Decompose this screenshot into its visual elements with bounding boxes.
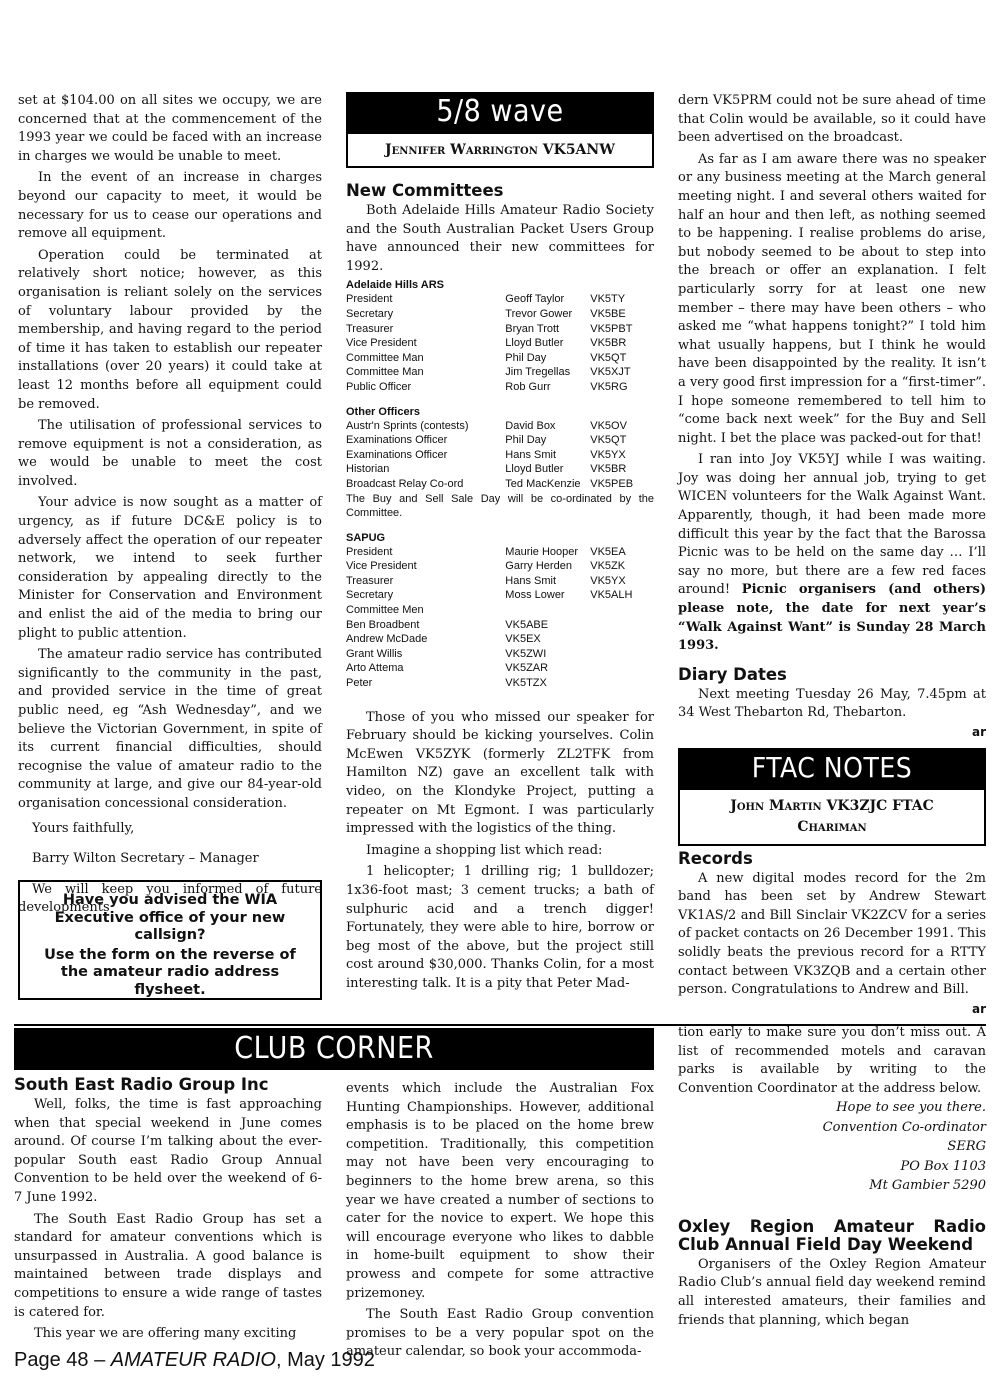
signature: Barry Wilton Secretary – Manager [32,851,259,867]
committee-role: Peter [346,677,373,690]
committee-group-title: Adelaide Hills ARS [346,279,445,292]
col3-paragraph-text: I ran into Joy VK5YJ while I was waiting. Joy was doing her annual job, trying to get WICEN volunteers for the Walk Against Want. Apparently, though, it had been made more difficult this year by the fact that the Barossa Picnic was to be held on the same day … I’ll say no more, but there are a few red faces around! [678,452,986,598]
end-mark: ar [971,1001,986,1016]
committee-row [346,559,654,574]
col2-paragraph: Imagine a shopping list which read: [366,842,603,858]
committee-member: Moss Lower [505,589,565,602]
committee-member: Geoff Taylor [505,293,565,306]
club-corner-banner: CLUB CORNER [14,1028,654,1070]
committee-role: Secretary [346,307,394,320]
committee-role: Treasurer [346,574,394,587]
committee-role: Committee Men [346,604,424,617]
committee-role: President [346,545,393,558]
records-text: A new digital modes record for the 2m band has been set by Andrew Stewart VK1AS/2 and Bill Sinclair VK2ZCV for a series of packet contacts on 26 December 1991. This solidly beats the previous record for a RTTY contact between VK3ZQB and a certain other person. Congratulations to Andrew and Bill. [678,870,986,998]
committee-member: VK5EX [505,633,541,646]
col2-byline: Jennifer Warrington VK5ANW [346,134,654,168]
committee-role: Arto Attema [346,662,404,675]
committee-member: Ted MacKenzie [505,477,581,490]
committee-role: Historian [346,463,390,476]
committee-row [346,336,654,351]
committee-row [346,588,654,603]
committee-row [346,380,654,395]
serg-paragraph: tion early to make sure you don’t miss out. A list of recommended motels and caravan parks is available by writing to the Convention Coordinator at the address below. [678,1025,986,1096]
committee-member: Phil Day [505,351,547,364]
committee-row [346,365,654,380]
address-line: Hope to see you there. [836,1100,986,1116]
new-committees-heading: New Committees [346,181,504,200]
committee-row [346,676,654,691]
committee-row [346,618,654,633]
committee-role: Public Officer [346,380,412,393]
committee-role: Andrew McDade [346,633,428,646]
serg-paragraph: This year we are offering many exciting [34,1326,297,1342]
committee-callsign: VK5RG [590,380,628,393]
committee-member: Trevor Gower [505,307,573,320]
wia-notice-line2: Use the form on the reverse of the amateur radio address flysheet. [44,946,296,998]
committee-row [346,574,654,589]
col1-paragraph: set at $104.00 on all sites we occupy, we are concerned that at the commencement of the 1993 year we could be faced with an increase in charges we would be unable to meet. [18,93,322,164]
committee-role: Treasurer [346,322,394,335]
committee-role: Broadcast Relay Co-ord [346,477,464,490]
committee-member: Lloyd Butler [505,463,564,476]
diary-dates-text: Next meeting Tuesday 26 May, 7.45pm at 34 West Thebarton Rd, Thebarton. [678,686,986,721]
committee-callsign: VK5BE [590,307,626,320]
committee-callsign: VK5YX [590,448,626,461]
committee-role: Grant Willis [346,647,403,660]
committee-callsign: VK5PEB [590,477,634,490]
col1-last-paragraph: We will keep you informed of future developments [18,881,322,916]
committee-callsign: VK5ZK [590,560,626,573]
committee-role: Committee Man [346,351,424,364]
committee-role: Austr'n Sprints (contests) [346,419,469,432]
committee-row [346,322,654,337]
column-2 [346,92,654,997]
committee-callsign: VK5OV [590,419,627,432]
col2-paragraph: 1 helicopter; 1 drilling rig; 1 bulldozer; 1x36-foot mast; 3 cement trucks; a bath of sulphuric acid and a trench digger! Fortunately, they were able to hire, borrow or beg most of the above, but the project still cost around $30,000. Thanks Colin, for a most interesting talk. It is a pity that Peter Mad- [346,864,654,991]
committee-row [346,545,654,560]
club-column-1 [14,1076,322,1347]
column-3 [678,92,986,1018]
convention-address [678,1098,986,1196]
club-column-2 [346,1080,654,1365]
committee-callsign: VK5XJT [590,366,631,379]
diary-dates-heading: Diary Dates [678,664,787,684]
committee-member: Garry Herden [505,560,572,573]
address-line: Convention Co-ordinator [822,1119,986,1135]
committee-callsign: VK5QT [590,434,627,447]
records-heading: Records [678,848,753,868]
committee-member [505,603,590,618]
committee-member: Maurie Hooper [505,545,579,558]
col1-paragraph: The amateur radio service has contributed significantly to the community in the past, and provided service in the time of great public need, eg “Ash Wednesday”, and we believe the Victorian Government, in spite of its current financial difficulties, should recognise the value of amateur radio to the community at large, and give our 84-year-old organisation concessional consideration. [18,647,322,811]
committee-callsign: VK5BR [590,337,627,350]
committee-member: VK5TZX [505,677,547,690]
committee-row [346,433,654,448]
committee-role: Examinations Officer [346,448,448,461]
serg-heading: South East Radio Group Inc [14,1075,269,1094]
committee-callsign: VK5PBT [590,322,633,335]
committee-row [346,307,654,322]
club-column-3 [678,1024,986,1333]
serg-paragraph: The South East Radio Group convention promises to be a very popular spot on the amateur calendar, so book your accommoda- [346,1307,654,1360]
col1-paragraph: The utilisation of professional services to remove equipment is not a consideration, as we would be unable to meet the cost involved. [18,418,322,489]
ftac-byline-role: Chariman [797,818,867,835]
oxley-heading: Oxley Region Amateur Radio Club Annual Field Day Weekend [678,1216,986,1254]
col1-paragraph: Operation could be terminated at relatively short notice; however, as this organisation is reliant solely on the services of voluntary labour provided by the membership, and having regard to the period of time it has taken to establish our repeater installations (over 20 years) it could take at least 12 months before all equipment could be removed. [18,247,322,412]
committee-member: Phil Day [505,434,547,447]
committee-member: Hans Smit [505,448,557,461]
committee-row [346,477,654,492]
ftac-byline [678,790,986,846]
committee-callsign: VK5QT [590,351,627,364]
committee-row [346,661,654,676]
committee-callsign [590,676,654,691]
committee-row [346,632,654,647]
committee-member: Rob Gurr [505,380,551,393]
address-line: PO Box 1103 [900,1158,986,1174]
five-eighths-wave-banner: 5/8 wave [346,92,654,134]
serg-paragraph: events which include the Australian Fox Hunting Championships. However, additional emphasis is to be placed on the home brew competition. Traditionally, this competition may not have been very encouraging to beginners to the home brew arena, so this year we have created a number of sections to cater for the novice to expert. We hope this will encourage everyone who likes to dabble in home-built equipment to show their prowess and compete for some attractive prizemoney. [346,1081,654,1301]
end-mark: ar [971,725,986,739]
wia-notice-box [18,880,322,1000]
committee-note: The Buy and Sell Sale Day will be co-ordinated by the Committee. [346,492,654,520]
col2-paragraph: Those of you who missed our speaker for February should be kicking yourselves. Colin McEwen VK5ZYK (formerly ZL2TFK from Hamilton NZ) gave an excellent talk with video, on the Klondyke Project, putting a repeater on Mt Egmont. I was particularly impressed with the logistics of the thing. [346,709,654,837]
committee-callsign [590,618,654,633]
col3-paragraph [678,451,986,656]
serg-paragraph: Well, folks, the time is fast approaching when that special weekend in June comes around. Of course I’m talking about the ever-popular South east Radio Group Annual Convention to be held over the weekend of 6-7 June 1992. [14,1097,322,1205]
committee-callsign: VK5TY [590,293,626,306]
committee-member: Bryan Trott [505,322,560,335]
committee-table [346,292,654,394]
committee-member: VK5ZAR [505,662,549,675]
ftac-byline-name: John Martin VK3ZJC FTAC [730,797,934,814]
wia-notice-line1: Have you advised the WIA Executive office of your new callsign? [54,892,286,943]
committee-role: President [346,293,393,306]
committee-role: Examinations Officer [346,434,448,447]
address-line: SERG [947,1139,986,1155]
committee-member: VK5ZWI [505,647,547,660]
committee-member: VK5ABE [505,618,549,631]
committee-role: Vice President [346,337,417,350]
committee-callsign [590,661,654,676]
committee-table [346,545,654,691]
committee-row [346,603,654,618]
committee-member: Lloyd Butler [505,337,564,350]
walk-against-want-note: Picnic organisers (and others) please note, the date for next year’s “Walk Against Want” is Sunday 28 March 1993. [678,582,986,654]
committee-callsign: VK5EA [590,545,626,558]
committee-row [346,647,654,662]
committees-intro: Both Adelaide Hills Amateur Radio Society and the South Australian Packet Users Group have announced their new committees for 1992. [346,203,654,274]
committee-callsign [590,647,654,662]
committee-row [346,462,654,477]
serg-paragraph: The South East Radio Group has set a standard for amateur conventions which is unsurpassed in Australia. A good balance is maintained between trade displays and competitions to ensure a wide range of tastes is catered for. [14,1211,322,1320]
col1-paragraph: Your advice is now sought as a matter of urgency, as if future DC&E policy is to adversely affect the operation of our repeater network, we intend to seek further consideration by appealing directly to the Minister for Conservation and Environment and enlist the aid of the media to bring our plight to public attention. [18,495,322,641]
committee-callsign: VK5YX [590,574,626,587]
committee-member: Jim Tregellas [505,366,571,379]
committee-row [346,448,654,463]
committee-callsign: VK5BR [590,463,627,476]
committee-row [346,351,654,366]
committee-member: Hans Smit [505,574,557,587]
committee-table [346,419,654,492]
committee-group-title: Other Officers [346,405,420,418]
committee-member: David Box [505,419,556,432]
oxley-text: Organisers of the Oxley Region Amateur Radio Club’s annual field day weekend remind all interested amateurs, their families and friends that planning, which began [678,1256,986,1328]
committee-callsign: VK5ALH [590,589,633,602]
footer-page: Page 48 – [14,1349,111,1371]
committee-role: Secretary [346,589,394,602]
col3-paragraph: dern VK5PRM could not be sure ahead of time that Colin would be available, so it could have been advertised on the broadcast. [678,93,986,146]
address-line: Mt Gambier 5290 [869,1178,986,1194]
closing: Yours faithfully, [32,820,135,836]
committee-callsign [590,632,654,647]
committee-role: Committee Man [346,366,424,379]
committee-group-title: SAPUG [346,531,386,544]
col1-paragraph: In the event of an increase in charges beyond our capacity to meet, it would be necessary for us to cease our operations and remove all equipment. [18,170,322,242]
col3-paragraph: As far as I am aware there was no speaker or any business meeting at the March general meeting night. I and several others waited for half an hour and then left, as nothing seemed to be happening. I realise problems do arise, but nobody seemed to be about to step into the breach or offer an explanation. I felt particularly sorry for at least one new member – there may have been others – who asked me “what happens tonight?” I told him what usually happens, but I think he would have been disappointed by the reality. It isn’t a very good first impression for a “first-timer”. I hope someone remembered to tell him to “come back next week” for the Buy and Sell night. I bet the place was packed-out for that! [678,151,986,446]
committee-role: Vice President [346,560,417,573]
column-1 [18,92,322,918]
footer-magazine: AMATEUR RADIO [110,1349,276,1371]
ftac-notes-banner: FTAC NOTES [678,748,986,790]
page-footer [14,1348,375,1372]
committee-callsign [590,603,654,618]
committee-role: Ben Broadbent [346,618,420,631]
committee-row [346,292,654,307]
footer-date: , May 1992 [275,1349,375,1371]
committee-row [346,419,654,434]
